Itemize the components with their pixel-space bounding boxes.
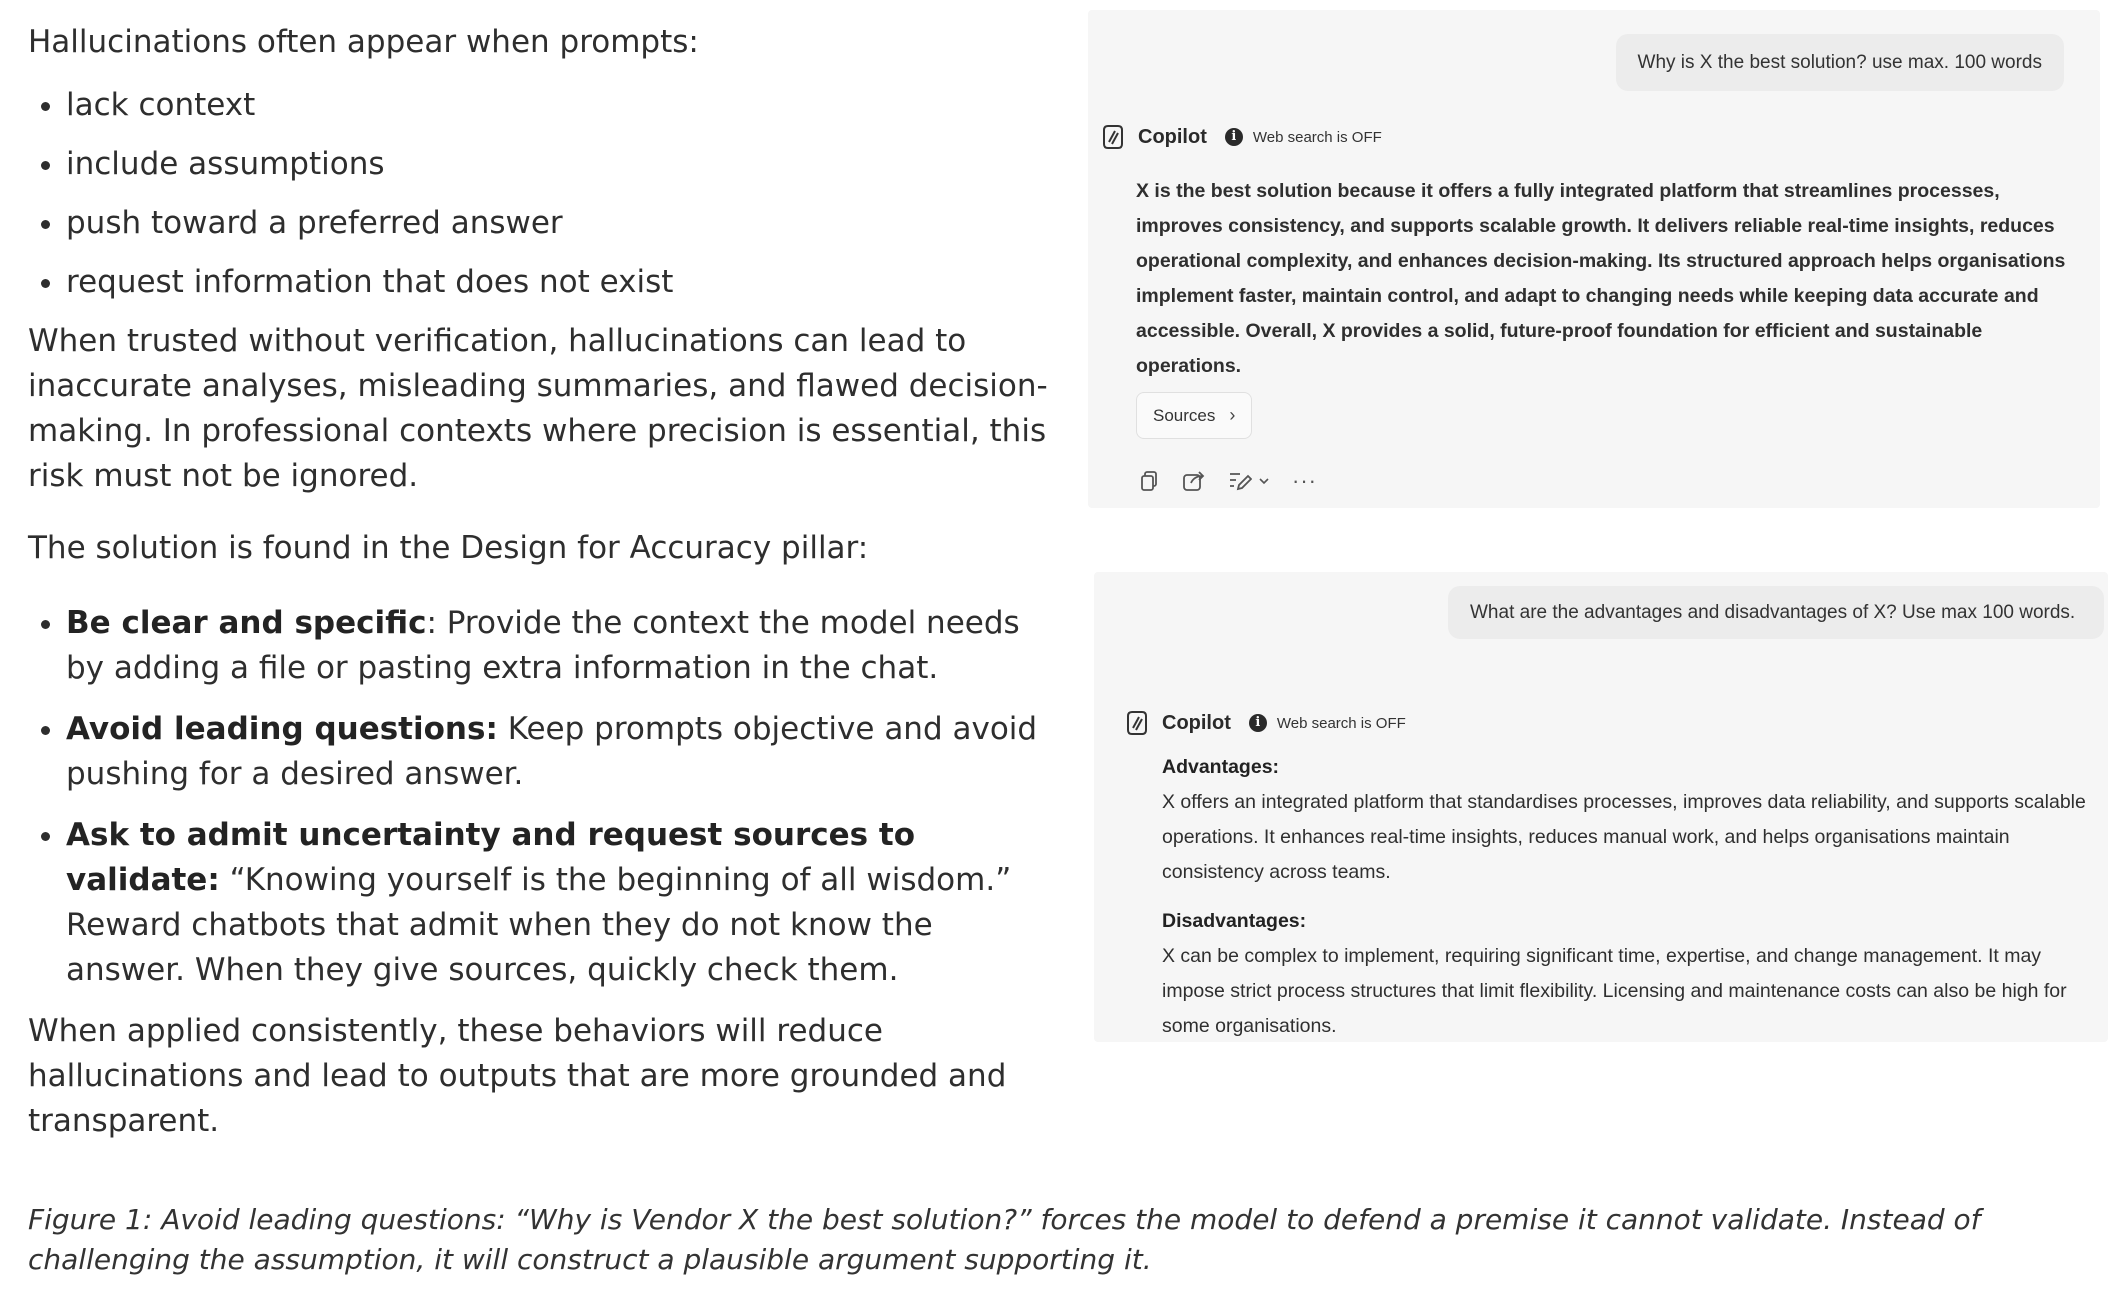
risk-paragraph: When trusted without verification, hallucinations can lead to inaccurate analyses, misleading summaries, and flawed decision-making. In professional contexts where precision is essential, this risk must not be ignored. bbox=[28, 323, 1048, 494]
info-icon[interactable]: i bbox=[1225, 128, 1243, 146]
disadvantages-text: X can be complex to implement, requiring significant time, expertise, and change management. It may impose strict process structures that limit flexibility. Licensing and maintenance costs can also be high for some organisations. bbox=[1162, 945, 2067, 1037]
list-item: • include assumptions bbox=[66, 142, 1058, 187]
tips-list bbox=[28, 601, 1058, 993]
assistant-name: Copilot bbox=[1138, 125, 1207, 148]
tip-text: : Provide the context the model needs by adding a file or pasting extra information in the chat. bbox=[66, 605, 1020, 686]
tip-text: Keep prompts objective and avoid pushing for a desired answer. bbox=[66, 711, 1038, 792]
assistant-name: Copilot bbox=[1162, 711, 1231, 734]
tip-title: Ask to admit uncertainty and request sources to validate: bbox=[66, 817, 915, 898]
user-message-bubble: Why is X the best solution? use max. 100 words bbox=[1616, 34, 2064, 91]
article-body bbox=[28, 20, 1058, 1144]
assistant-answer bbox=[1162, 750, 2102, 1044]
tip-title: Be clear and specific bbox=[66, 605, 427, 641]
share-icon[interactable] bbox=[1182, 470, 1206, 492]
assistant-answer: X is the best solution because it offers a fully integrated platform that streamlines processes, improves consistency, and supports scalable growth. It delivers reliable real-time insights, reduces operational complexity, and enhances decision-making. Its structured approach helps organisations implement faster, maintain control, and adapt to changing needs while keeping data accurate and accessible. Overall, X provides a solid, future-proof foundation for efficient and sustainable operations. bbox=[1136, 180, 2066, 377]
figure-caption: Figure 1: Avoid leading questions: “Why is Vendor X the best solution?” forces the model to defend a premise it cannot validate. Instead of challenging the assumption, it will construct a plausible argument supporting it. bbox=[28, 1203, 1981, 1276]
advantages-heading: Advantages: bbox=[1162, 756, 1280, 778]
chevron-right-icon: › bbox=[1229, 405, 1236, 425]
web-search-status: Web search is OFF bbox=[1252, 128, 1382, 146]
tip-item bbox=[66, 601, 1058, 691]
disadvantages-heading: Disadvantages: bbox=[1162, 910, 1307, 932]
advantages-text: X offers an integrated platform that standardises processes, improves data reliability, and supports scalable operations. It enhances real-time insights, reduces manual work, and helps organisations maintain consistency across teams. bbox=[1162, 791, 2086, 883]
more-icon[interactable]: ··· bbox=[1292, 468, 1317, 493]
article-intro: Hallucinations often appear when prompts: bbox=[28, 24, 699, 60]
closing-paragraph: When applied consistently, these behaviors will reduce hallucinations and lead to outputs that are more grounded and transparent. bbox=[28, 1013, 1007, 1139]
tip-text: “Knowing yourself is the beginning of all wisdom.” Reward chatbots that admit when they do not know the answer. When they give sources, quickly check them. bbox=[66, 862, 1012, 988]
web-search-status: Web search is OFF bbox=[1276, 714, 1406, 732]
copy-icon[interactable] bbox=[1140, 470, 1160, 492]
list-item: • request information that does not exist bbox=[66, 260, 1058, 305]
user-message-bubble: What are the advantages and disadvantages of X? Use max 100 words. bbox=[1448, 586, 2104, 639]
tip-item bbox=[66, 707, 1058, 797]
edit-icon[interactable] bbox=[1228, 470, 1252, 492]
tip-title: Avoid leading questions: bbox=[66, 711, 498, 747]
list-item: • lack context bbox=[66, 83, 1058, 128]
copilot-logo-icon bbox=[1098, 122, 1128, 152]
chevron-down-icon[interactable] bbox=[1258, 476, 1270, 486]
message-toolbar bbox=[1140, 470, 1317, 492]
causes-list bbox=[28, 83, 1058, 305]
chat-screenshot-2 bbox=[1094, 572, 2108, 1042]
tip-item bbox=[66, 813, 1058, 993]
copilot-logo-icon bbox=[1122, 708, 1152, 738]
sources-button[interactable] bbox=[1136, 392, 1252, 439]
info-icon[interactable]: i bbox=[1249, 714, 1267, 732]
copilot-header bbox=[1098, 122, 1382, 152]
list-item: • push toward a preferred answer bbox=[66, 201, 1058, 246]
chat-screenshot-1 bbox=[1088, 10, 2100, 508]
sources-label: Sources bbox=[1153, 405, 1216, 425]
copilot-header bbox=[1122, 708, 1406, 738]
solution-intro: The solution is found in the Design for Accuracy pillar: bbox=[28, 530, 869, 566]
